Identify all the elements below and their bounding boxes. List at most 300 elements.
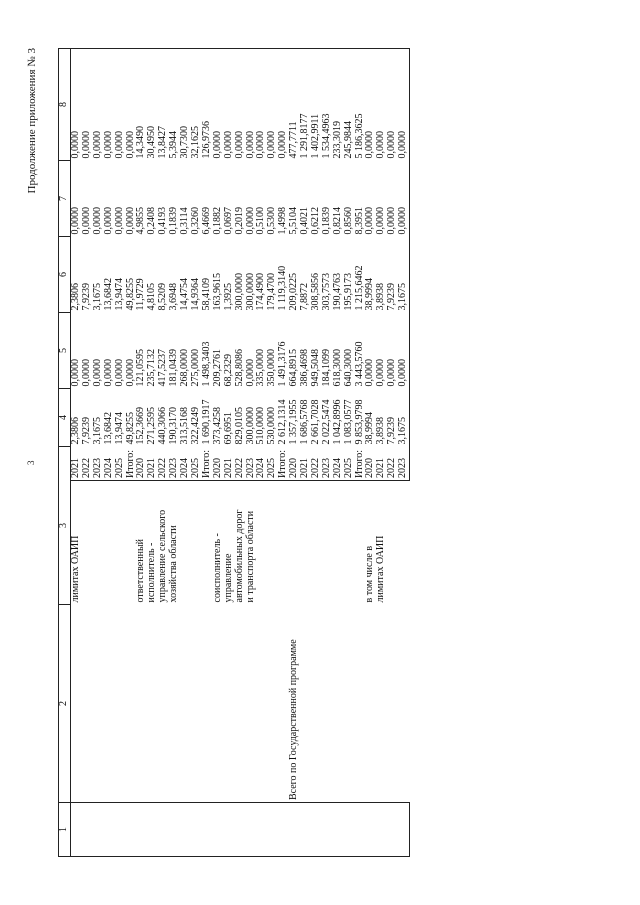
table-row	[355, 49, 366, 857]
column-header: 3	[59, 447, 71, 605]
amount-cell: 184,1099	[320, 349, 332, 387]
amount-cell: 68,2329	[222, 354, 234, 387]
year-cell: 2022	[311, 447, 322, 481]
amount-cell: 2 612,1314	[277, 399, 289, 445]
amount-cell: 1 042,8996	[331, 399, 343, 445]
cell-col1	[387, 803, 398, 857]
table-row	[246, 49, 257, 857]
amount-cell: 2 022,5474	[320, 399, 332, 445]
cell-col3	[398, 481, 409, 605]
amount-cell: 322,4249	[189, 407, 201, 445]
column-header: 6	[59, 237, 71, 313]
amount-cell: 386,4698	[299, 349, 311, 387]
amount-cell: 0,0000	[244, 207, 256, 235]
cell-col1	[126, 803, 137, 857]
amount-cell: 245,9844	[344, 49, 355, 161]
amount-cell: 7,9239	[386, 283, 398, 311]
amount-cell: 11,9729	[135, 278, 147, 311]
amount-cell: 0,0000	[115, 49, 126, 161]
amount-cell: 13,6842	[102, 278, 114, 311]
amount-cell: 0,3114	[179, 207, 191, 235]
cell-col3	[93, 481, 104, 605]
table-row	[344, 49, 355, 857]
amount-cell: 209,0225	[288, 273, 300, 311]
amount-cell: 1,3925	[222, 283, 234, 311]
executor-label-line: управление	[222, 553, 234, 603]
amount-cell: 0,0000	[102, 207, 114, 235]
amount-cell: 417,5237	[157, 349, 169, 387]
year-cell: 2020	[365, 447, 376, 481]
amount-cell: 1 690,1917	[200, 399, 212, 445]
table-row	[169, 49, 180, 857]
table-row	[365, 49, 376, 857]
year-cell: Итого:	[202, 447, 213, 481]
amount-cell: 949,5048	[309, 349, 321, 387]
amount-cell: 300,0000	[233, 273, 245, 311]
year-cell: 2024	[104, 447, 115, 481]
amount-cell: 0,0000	[91, 207, 103, 235]
executor-label-line: управление сельского	[157, 509, 169, 603]
amount-cell: 303,7573	[320, 273, 332, 311]
amount-cell: 1 534,4963	[322, 49, 333, 161]
cell-col2	[104, 605, 115, 803]
amount-cell: 49,8255	[124, 278, 136, 311]
amount-cell: 38,9994	[364, 412, 376, 445]
cell-col2	[136, 605, 147, 803]
amount-cell: 1 357,1955	[288, 399, 300, 445]
table-row	[82, 49, 93, 857]
amount-cell: 0,0000	[124, 207, 136, 235]
amount-cell: 0,1882	[211, 207, 223, 235]
amount-cell: 30,4950	[147, 49, 158, 161]
year-cell: 2025	[191, 447, 202, 481]
amount-cell: 829,0105	[233, 407, 245, 445]
table-row	[300, 49, 311, 857]
amount-cell: 1 498,3403	[200, 341, 212, 387]
amount-cell: 0,0000	[386, 207, 398, 235]
year-cell: 2023	[93, 447, 104, 481]
cell-col1	[180, 803, 191, 857]
amount-cell: 4,9855	[135, 207, 147, 235]
year-cell: 2024	[256, 447, 267, 481]
cell-col2	[213, 605, 224, 803]
amount-cell: 308,5856	[309, 273, 321, 311]
cell-col2	[93, 605, 104, 803]
amount-cell: 510,0000	[255, 407, 267, 445]
amount-cell: 0,0000	[376, 49, 387, 161]
cell-col2	[235, 605, 246, 803]
cell-col2	[344, 605, 355, 803]
amount-cell: 14,3490	[136, 49, 147, 161]
amount-cell: 0,0000	[386, 359, 398, 387]
cell-col2	[355, 605, 366, 803]
cell-col1	[322, 803, 333, 857]
year-cell: 2022	[235, 447, 246, 481]
budget-table	[58, 48, 410, 857]
cell-col1	[344, 803, 355, 857]
column-header: 7	[59, 161, 71, 237]
amount-cell: 0,0000	[387, 49, 398, 161]
amount-cell: 1 402,9911	[311, 49, 322, 161]
amount-cell: 0,0000	[82, 49, 93, 161]
year-cell: 2025	[267, 447, 278, 481]
amount-cell: 1 491,3176	[277, 341, 289, 387]
table-row	[158, 49, 169, 857]
table-row	[387, 49, 398, 857]
amount-cell: 121,0595	[135, 349, 147, 387]
column-header: 1	[59, 803, 71, 857]
table-row	[180, 49, 191, 857]
amount-cell: 209,2761	[211, 349, 223, 387]
cell-col1	[82, 803, 93, 857]
amount-cell: 38,9994	[364, 278, 376, 311]
cell-col3	[256, 481, 267, 605]
amount-cell: 13,6842	[102, 412, 114, 445]
amount-cell: 3 443,5760	[353, 341, 365, 387]
year-cell: 2025	[115, 447, 126, 481]
cell-col3	[104, 481, 115, 605]
amount-cell: 0,6212	[309, 207, 321, 235]
executor-label-line: и транспорта области	[244, 510, 256, 603]
table-row	[224, 49, 235, 857]
amount-cell: 271,2595	[146, 407, 158, 445]
amount-cell: 233,3019	[333, 49, 344, 161]
year-cell: 2021	[376, 447, 387, 481]
amount-cell: 0,0000	[267, 49, 278, 161]
amount-cell: 126,9736	[202, 49, 213, 161]
cell-col3	[82, 481, 93, 605]
executor-label-line: исполнитель -	[146, 542, 158, 603]
amount-cell: 235,7132	[146, 349, 158, 387]
executor-label-line: лимитах ОАИП	[70, 535, 81, 603]
column-number-row	[59, 49, 71, 857]
cell-col1	[256, 803, 267, 857]
appendix-continuation-header: Продолжение приложения № 3	[26, 48, 38, 194]
table-row	[115, 49, 126, 857]
table-row	[235, 49, 246, 857]
amount-cell: 3,1675	[398, 389, 409, 447]
cell-col2	[71, 605, 82, 803]
cell-col2	[169, 605, 180, 803]
table-row	[126, 49, 137, 857]
amount-cell: 3,8938	[375, 417, 387, 445]
amount-cell: 0,0000	[244, 359, 256, 387]
year-cell: 2022	[82, 447, 93, 481]
cell-col1	[213, 803, 224, 857]
year-cell: 2020	[136, 447, 147, 481]
amount-cell: 0,4193	[157, 207, 169, 235]
table-row	[71, 49, 82, 857]
page-number: 3	[26, 460, 36, 465]
cell-col3	[322, 481, 333, 605]
amount-cell: 0,0000	[104, 49, 115, 161]
cell-col1	[136, 803, 147, 857]
cell-col3	[344, 481, 355, 605]
cell-col3	[278, 481, 289, 605]
amount-cell: 195,9173	[342, 273, 354, 311]
year-cell: 2021	[224, 447, 235, 481]
amount-cell: 0,4021	[299, 207, 311, 235]
program-total-label: Всего по Государственной программе	[288, 639, 300, 800]
cell-col1	[104, 803, 115, 857]
table-row	[147, 49, 158, 857]
cell-col1	[333, 803, 344, 857]
amount-cell: 69,6951	[222, 412, 234, 445]
cell-col1	[365, 803, 376, 857]
table-row	[289, 49, 300, 857]
table-row	[93, 49, 104, 857]
cell-col2	[126, 605, 137, 803]
cell-col1	[398, 803, 409, 857]
cell-col1	[235, 803, 246, 857]
amount-cell: 268,0000	[179, 349, 191, 387]
amount-cell: 163,9615	[211, 273, 223, 311]
amount-cell: 2,3806	[70, 283, 81, 311]
amount-cell: 5,5104	[288, 207, 300, 235]
amount-cell: 0,5100	[255, 207, 267, 235]
cell-col3	[267, 481, 278, 605]
amount-cell: 13,9474	[113, 412, 125, 445]
amount-cell: 13,8427	[158, 49, 169, 161]
amount-cell: 152,3669	[135, 407, 147, 445]
amount-cell: 0,2019	[233, 207, 245, 235]
amount-cell: 0,1839	[320, 207, 332, 235]
table-row	[202, 49, 213, 857]
amount-cell: 5,3944	[169, 49, 180, 161]
cell-col1	[169, 803, 180, 857]
amount-cell: 14,4754	[179, 278, 191, 311]
year-cell: 2024	[333, 447, 344, 481]
amount-cell: 313,5168	[179, 407, 191, 445]
year-cell: 2021	[71, 447, 82, 481]
year-cell: 2021	[147, 447, 158, 481]
amount-cell: 3,1675	[398, 237, 409, 313]
amount-cell: 58,4109	[200, 278, 212, 311]
table-row	[311, 49, 322, 857]
amount-cell: 0,0000	[113, 359, 125, 387]
cell-col3	[333, 481, 344, 605]
amount-cell: 0,0000	[235, 49, 246, 161]
cell-col2	[256, 605, 267, 803]
cell-col1	[93, 803, 104, 857]
cell-col2	[387, 605, 398, 803]
cell-col1	[71, 803, 82, 857]
amount-cell: 0,0000	[375, 359, 387, 387]
year-cell: 2023	[322, 447, 333, 481]
amount-cell: 0,0000	[246, 49, 257, 161]
amount-cell: 3,1675	[91, 417, 103, 445]
amount-cell: 0,1839	[168, 207, 180, 235]
amount-cell: 1,4998	[277, 207, 289, 235]
cell-col1	[147, 803, 158, 857]
cell-col2	[82, 605, 93, 803]
amount-cell: 1 119,3140	[277, 265, 289, 311]
amount-cell: 664,8915	[288, 349, 300, 387]
amount-cell: 0,0000	[93, 49, 104, 161]
table-row	[398, 49, 409, 857]
cell-col3	[311, 481, 322, 605]
cell-col1	[246, 803, 257, 857]
year-cell: 2024	[180, 447, 191, 481]
year-cell: 2023	[169, 447, 180, 481]
amount-cell: 1 083,0577	[342, 399, 354, 445]
cell-col2	[300, 605, 311, 803]
amount-cell: 0,0000	[80, 359, 92, 387]
amount-cell: 0,0000	[398, 49, 409, 161]
year-cell: Итого:	[278, 447, 289, 481]
cell-col1	[300, 803, 311, 857]
amount-cell: 530,0000	[266, 407, 278, 445]
year-cell: 2023	[398, 447, 409, 481]
year-cell: Итого:	[126, 447, 137, 481]
cell-col2	[191, 605, 202, 803]
cell-col2	[180, 605, 191, 803]
column-header: 2	[59, 605, 71, 803]
cell-col3	[289, 481, 300, 605]
amount-cell: 0,0000	[91, 359, 103, 387]
cell-col2	[398, 605, 409, 803]
amount-cell: 8,3951	[353, 207, 365, 235]
amount-cell: 335,0000	[255, 349, 267, 387]
amount-cell: 0,0000	[224, 49, 235, 161]
amount-cell: 440,3066	[157, 407, 169, 445]
year-cell: Итого:	[355, 447, 366, 481]
amount-cell: 0,8560	[342, 207, 354, 235]
amount-cell: 528,8086	[233, 349, 245, 387]
cell-col3	[300, 481, 311, 605]
amount-cell: 7,9239	[80, 283, 92, 311]
cell-col1	[202, 803, 213, 857]
cell-col2	[376, 605, 387, 803]
column-header: 4	[59, 389, 71, 447]
amount-cell: 30,7300	[180, 49, 191, 161]
executor-label-line: соисполнитель -	[211, 533, 223, 603]
amount-cell: 0,0000	[375, 207, 387, 235]
cell-col1	[311, 803, 322, 857]
executor-label-line: автомобильных дорог	[233, 509, 245, 603]
amount-cell: 1 215,6462	[353, 265, 365, 311]
amount-cell: 32,1625	[191, 49, 202, 161]
cell-col1	[191, 803, 202, 857]
amount-cell: 300,0000	[244, 407, 256, 445]
amount-cell: 4,8105	[146, 283, 158, 311]
table-row	[213, 49, 224, 857]
executor-label-line: хозяйства области	[168, 525, 180, 603]
amount-cell: 0,2408	[146, 207, 158, 235]
cell-col1	[289, 803, 300, 857]
amount-cell: 0,0000	[70, 207, 81, 235]
amount-cell: 7,9239	[80, 417, 92, 445]
cell-col3	[180, 481, 191, 605]
cell-col1	[376, 803, 387, 857]
amount-cell: 7,8872	[299, 283, 311, 311]
cell-col1	[355, 803, 366, 857]
table-row	[256, 49, 267, 857]
cell-col2	[202, 605, 213, 803]
amount-cell: 1 291,8177	[300, 49, 311, 161]
cell-col2	[311, 605, 322, 803]
amount-cell: 49,8255	[124, 412, 136, 445]
amount-cell: 0,0000	[398, 161, 409, 237]
amount-cell: 0,0000	[256, 49, 267, 161]
table-row	[376, 49, 387, 857]
amount-cell: 0,0000	[365, 49, 376, 161]
amount-cell: 275,0000	[189, 349, 201, 387]
amount-cell: 3,6948	[168, 283, 180, 311]
amount-cell: 350,0000	[266, 349, 278, 387]
cell-col2	[365, 605, 376, 803]
year-cell: 2020	[213, 447, 224, 481]
executor-label-line: в том числе в	[364, 545, 376, 603]
amount-cell: 9 853,9798	[353, 399, 365, 445]
amount-cell: 0,0000	[278, 49, 289, 161]
cell-col2	[158, 605, 169, 803]
amount-cell: 0,0000	[113, 207, 125, 235]
year-cell: 2021	[300, 447, 311, 481]
year-cell: 2025	[344, 447, 355, 481]
column-header: 5	[59, 313, 71, 389]
cell-col2	[333, 605, 344, 803]
amount-cell: 0,0000	[124, 359, 136, 387]
amount-cell: 0,0000	[213, 49, 224, 161]
amount-cell: 0,0000	[364, 207, 376, 235]
cell-col2	[115, 605, 126, 803]
amount-cell: 6,4669	[200, 207, 212, 235]
amount-cell: 1 686,5768	[299, 399, 311, 445]
amount-cell: 190,3170	[168, 407, 180, 445]
amount-cell: 8,5209	[157, 283, 169, 311]
cell-col3	[191, 481, 202, 605]
amount-cell: 300,0000	[244, 273, 256, 311]
table-row	[322, 49, 333, 857]
table-row	[333, 49, 344, 857]
table-row	[136, 49, 147, 857]
cell-col2	[322, 605, 333, 803]
column-header: 8	[59, 49, 71, 161]
year-cell: 2020	[289, 447, 300, 481]
amount-cell: 0,0000	[71, 49, 82, 161]
amount-cell: 7,9239	[386, 417, 398, 445]
amount-cell: 618,3000	[331, 349, 343, 387]
year-cell: 2022	[387, 447, 398, 481]
cell-col1	[224, 803, 235, 857]
amount-cell: 0,0000	[102, 359, 114, 387]
cell-col1	[278, 803, 289, 857]
amount-cell: 0,8214	[331, 207, 343, 235]
amount-cell: 13,9474	[113, 278, 125, 311]
amount-cell: 181,0439	[168, 349, 180, 387]
amount-cell: 190,4763	[331, 273, 343, 311]
executor-label-line: ответственный	[135, 538, 147, 603]
amount-cell: 3,8938	[375, 283, 387, 311]
amount-cell: 179,4700	[266, 273, 278, 311]
cell-col1	[158, 803, 169, 857]
amount-cell: 477,7711	[289, 49, 300, 161]
amount-cell: 0,3260	[189, 207, 201, 235]
amount-cell: 2,3806	[70, 417, 81, 445]
cell-col2	[267, 605, 278, 803]
amount-cell: 14,9364	[189, 278, 201, 311]
amount-cell: 0,0000	[70, 359, 81, 387]
amount-cell: 3,1675	[91, 283, 103, 311]
amount-cell: 2 661,7028	[309, 399, 321, 445]
amount-cell: 0,0697	[222, 207, 234, 235]
amount-cell: 640,3000	[342, 349, 354, 387]
year-cell: 2022	[158, 447, 169, 481]
cell-col2	[147, 605, 158, 803]
cell-col1	[115, 803, 126, 857]
amount-cell: 0,0000	[398, 313, 409, 389]
